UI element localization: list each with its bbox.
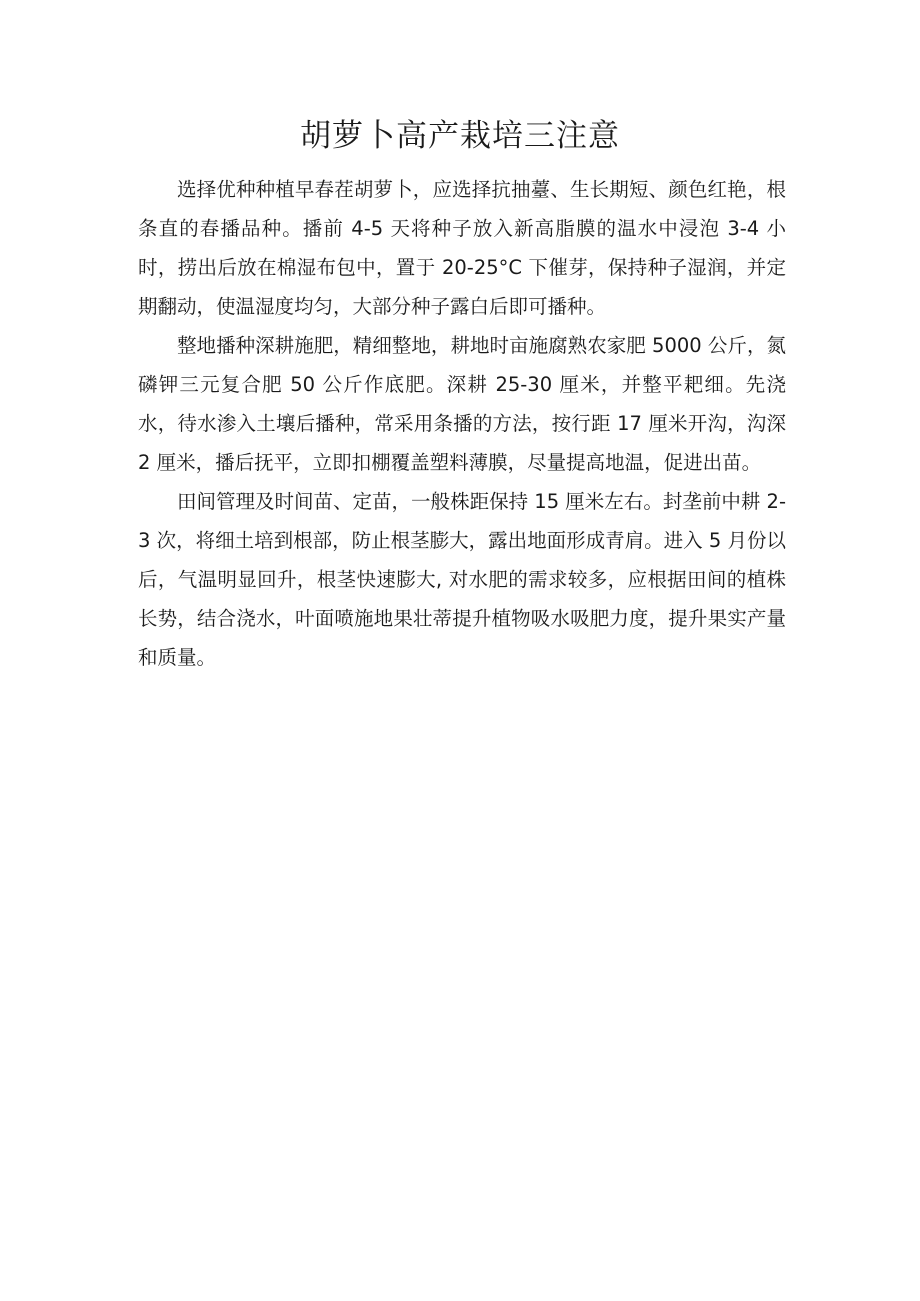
- paragraph-seed-selection: 选择优种种植早春茬胡萝卜，应选择抗抽薹、生长期短、颜色红艳，根条直的春播品种。播前 4-5 天将种子放入新高脂膜的温水中浸泡 3-4 小时，捞出后放在棉湿布包中，置于 20-25°C 下催芽，保持种子湿润，并定期翻动，使温湿度均匀，大部分种子露白后即可播种。: [138, 178, 786, 318]
- document-title: 胡萝卜高产栽培三注意: [300, 118, 620, 154]
- document-body: [138, 170, 786, 677]
- paragraph-soil-sowing: 整地播种深耕施肥，精细整地，耕地时亩施腐熟农家肥 5000 公斤，氮磷钾三元复合肥 50 公斤作底肥。深耕 25-30 厘米，并整平耙细。先浇水，待水渗入土壤后播种，常采用条播的方法，按行距 17 厘米开沟，沟深 2 厘米，播后抚平，立即扣棚覆盖塑料薄膜，尽量提高地温，促进出苗。: [138, 334, 786, 474]
- paragraph-field-management: 田间管理及时间苗、定苗，一般株距保持 15 厘米左右。封垄前中耕 2-3 次，将细土培到根部，防止根茎膨大，露出地面形成青肩。进入 5 月份以后，气温明显回升，根茎快速膨大, 对水肥的需求较多，应根据田间的植株长势，结合浇水，叶面喷施地果壮蒂提升植物吸水吸肥力度，提升果实产量和质量。: [138, 490, 786, 669]
